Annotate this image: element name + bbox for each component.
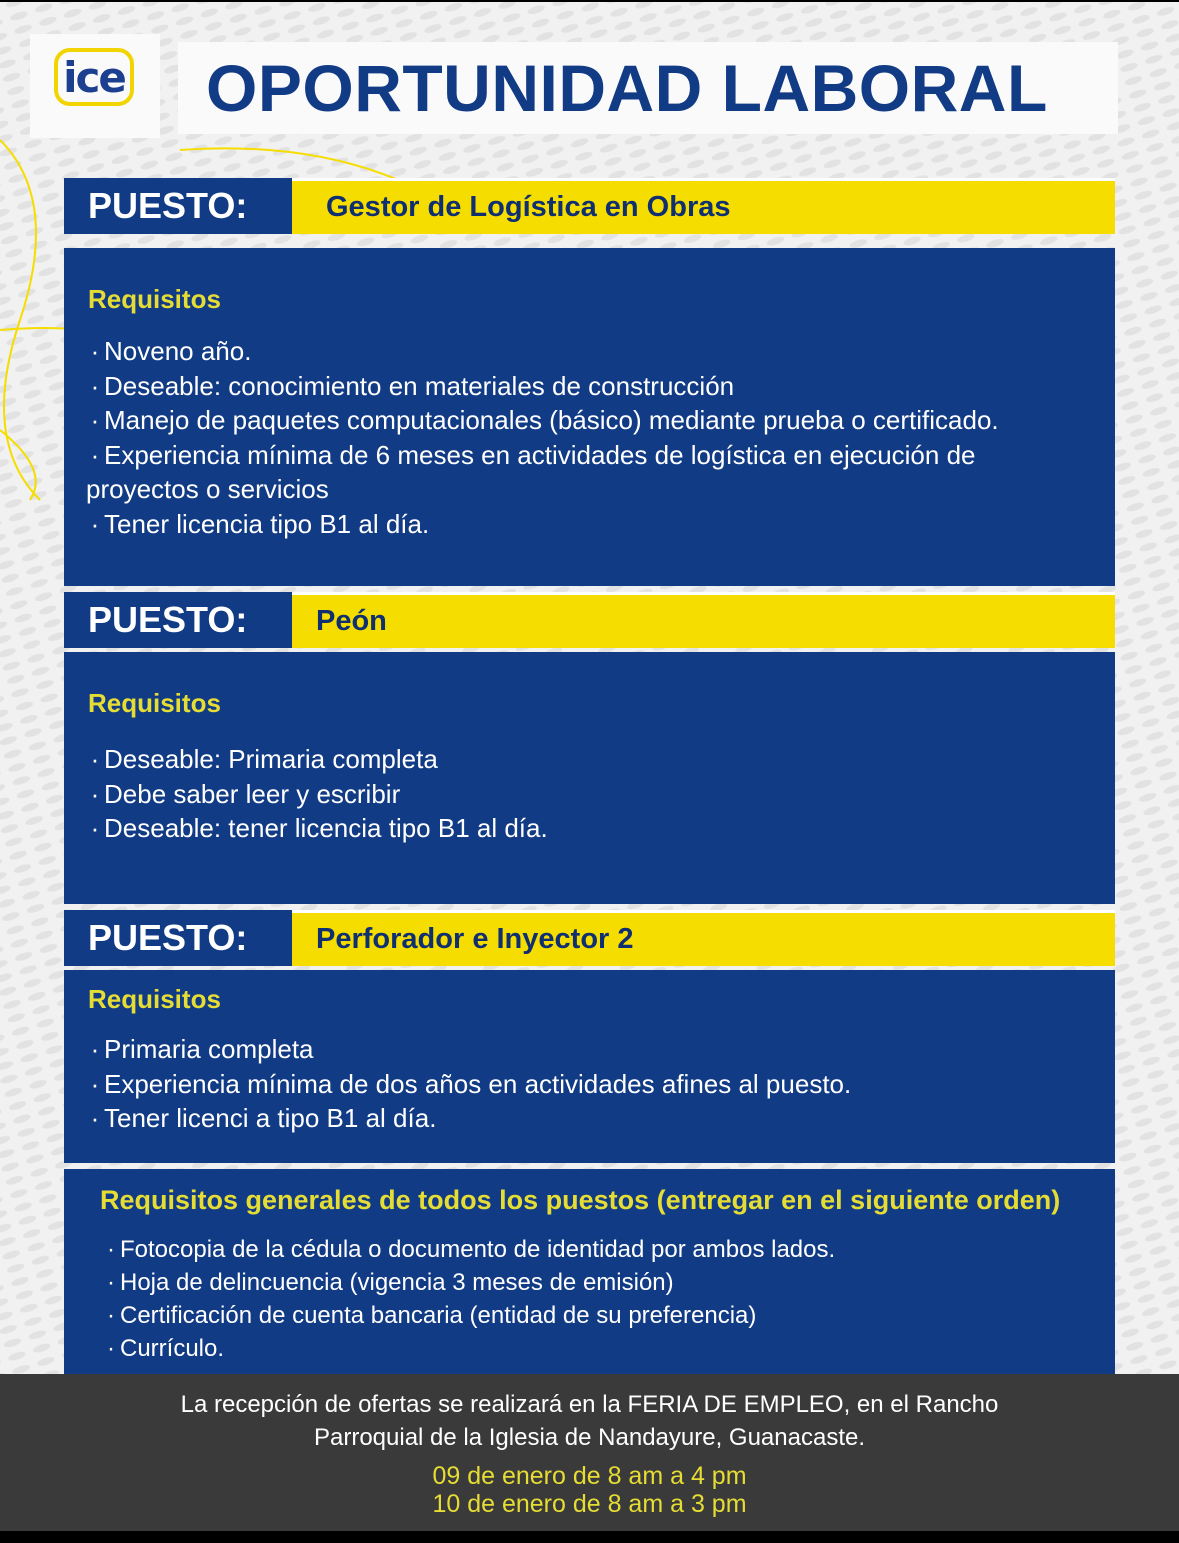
bullet-icon: ·	[90, 370, 100, 401]
list-item: · Currículo.	[102, 1332, 1095, 1365]
list-item: · Certificación de cuenta bancaria (entidad de su preferencia)	[102, 1299, 1095, 1332]
bullet-icon: ·	[90, 813, 100, 843]
general-requirements-list	[102, 1233, 1095, 1365]
bullet-icon: ·	[90, 1034, 100, 1064]
footer-date-2: 10 de enero de 8 am a 3 pm	[432, 1490, 747, 1518]
list-item: · Experiencia mínima de dos años en actividades afines al puesto.	[86, 1067, 1095, 1102]
general-requirements-panel	[64, 1169, 1115, 1374]
requisitos-heading: Requisitos	[88, 284, 221, 314]
footer-line-2: Parroquial de la Iglesia de Nandayure, Guanacaste.	[313, 1424, 865, 1451]
bullet-icon: ·	[90, 439, 100, 470]
bullet-icon: ·	[107, 1302, 115, 1329]
bullet-icon: ·	[90, 336, 100, 366]
logo-text: ice	[63, 52, 125, 102]
header	[178, 42, 1118, 134]
list-item: · Primaria completa	[86, 1032, 1095, 1067]
bullet-icon: ·	[90, 405, 100, 435]
bullet-icon: ·	[90, 1103, 100, 1133]
list-item: · Tener licencia tipo B1 al día.	[86, 507, 1095, 542]
list-item: · Deseable: tener licencia tipo B1 al día.	[86, 811, 1095, 846]
puesto-name: Gestor de Logística en Obras	[292, 178, 1115, 234]
general-requirements-heading: Requisitos generales de todos los puestos (entregar en el siguiente orden)	[100, 1185, 1061, 1215]
list-item: · Deseable: conocimiento en materiales de construcción	[86, 369, 1095, 404]
bottom-border	[0, 1531, 1179, 1543]
puesto-label: PUESTO:	[64, 178, 292, 234]
ice-logo	[54, 48, 134, 106]
bullet-icon: ·	[107, 1335, 115, 1362]
list-item: · Deseable: Primaria completa	[86, 742, 1095, 777]
puesto-bar-2	[64, 592, 1115, 648]
top-border	[0, 0, 1179, 2]
puesto-name: Perforador e Inyector 2	[292, 910, 1115, 966]
bullet-icon: ·	[90, 744, 100, 774]
bullet-icon: ·	[90, 778, 100, 809]
requisitos-panel-1	[64, 248, 1115, 586]
bullet-icon: ·	[107, 1269, 115, 1296]
puesto-bar-1	[64, 178, 1115, 234]
list-item: · Fotocopia de la cédula o documento de identidad por ambos lados.	[102, 1233, 1095, 1266]
requisitos-list	[86, 742, 1095, 846]
list-item: · Hoja de delincuencia (vigencia 3 meses de emisión)	[102, 1266, 1095, 1299]
list-item: · Noveno año.	[86, 334, 1095, 369]
footer-line-1: La recepción de ofertas se realizará en la FERIA DE EMPLEO, en el Rancho	[180, 1391, 999, 1418]
requisitos-list	[86, 334, 1095, 541]
requisitos-heading: Requisitos	[88, 984, 221, 1014]
list-item: · Debe saber leer y escribir	[86, 777, 1095, 812]
puesto-label: PUESTO:	[64, 910, 292, 966]
puesto-label: PUESTO:	[64, 592, 292, 648]
footer-date-1: 09 de enero de 8 am a 4 pm	[432, 1462, 747, 1490]
list-item: · Experiencia mínima de 6 meses en actividades de logística en ejecución de proyectos o servicios	[86, 439, 976, 504]
puesto-name: Peón	[292, 592, 1115, 648]
footer	[0, 1374, 1179, 1531]
bullet-icon: ·	[90, 1068, 100, 1099]
requisitos-list	[86, 1032, 1095, 1136]
footer-info	[0, 1388, 1179, 1454]
bullet-icon: ·	[107, 1236, 115, 1263]
logo-container	[30, 34, 160, 138]
list-item: · Tener licenci a tipo B1 al día.	[86, 1101, 1095, 1136]
page-title: OPORTUNIDAD LABORAL	[206, 51, 1048, 125]
bullet-icon: ·	[90, 508, 100, 539]
list-item: · Manejo de paquetes computacionales (básico) mediante prueba o certificado.	[86, 403, 1095, 438]
requisitos-panel-2	[64, 652, 1115, 904]
requisitos-heading: Requisitos	[88, 688, 221, 718]
requisitos-panel-3	[64, 970, 1115, 1163]
puesto-bar-3	[64, 910, 1115, 966]
